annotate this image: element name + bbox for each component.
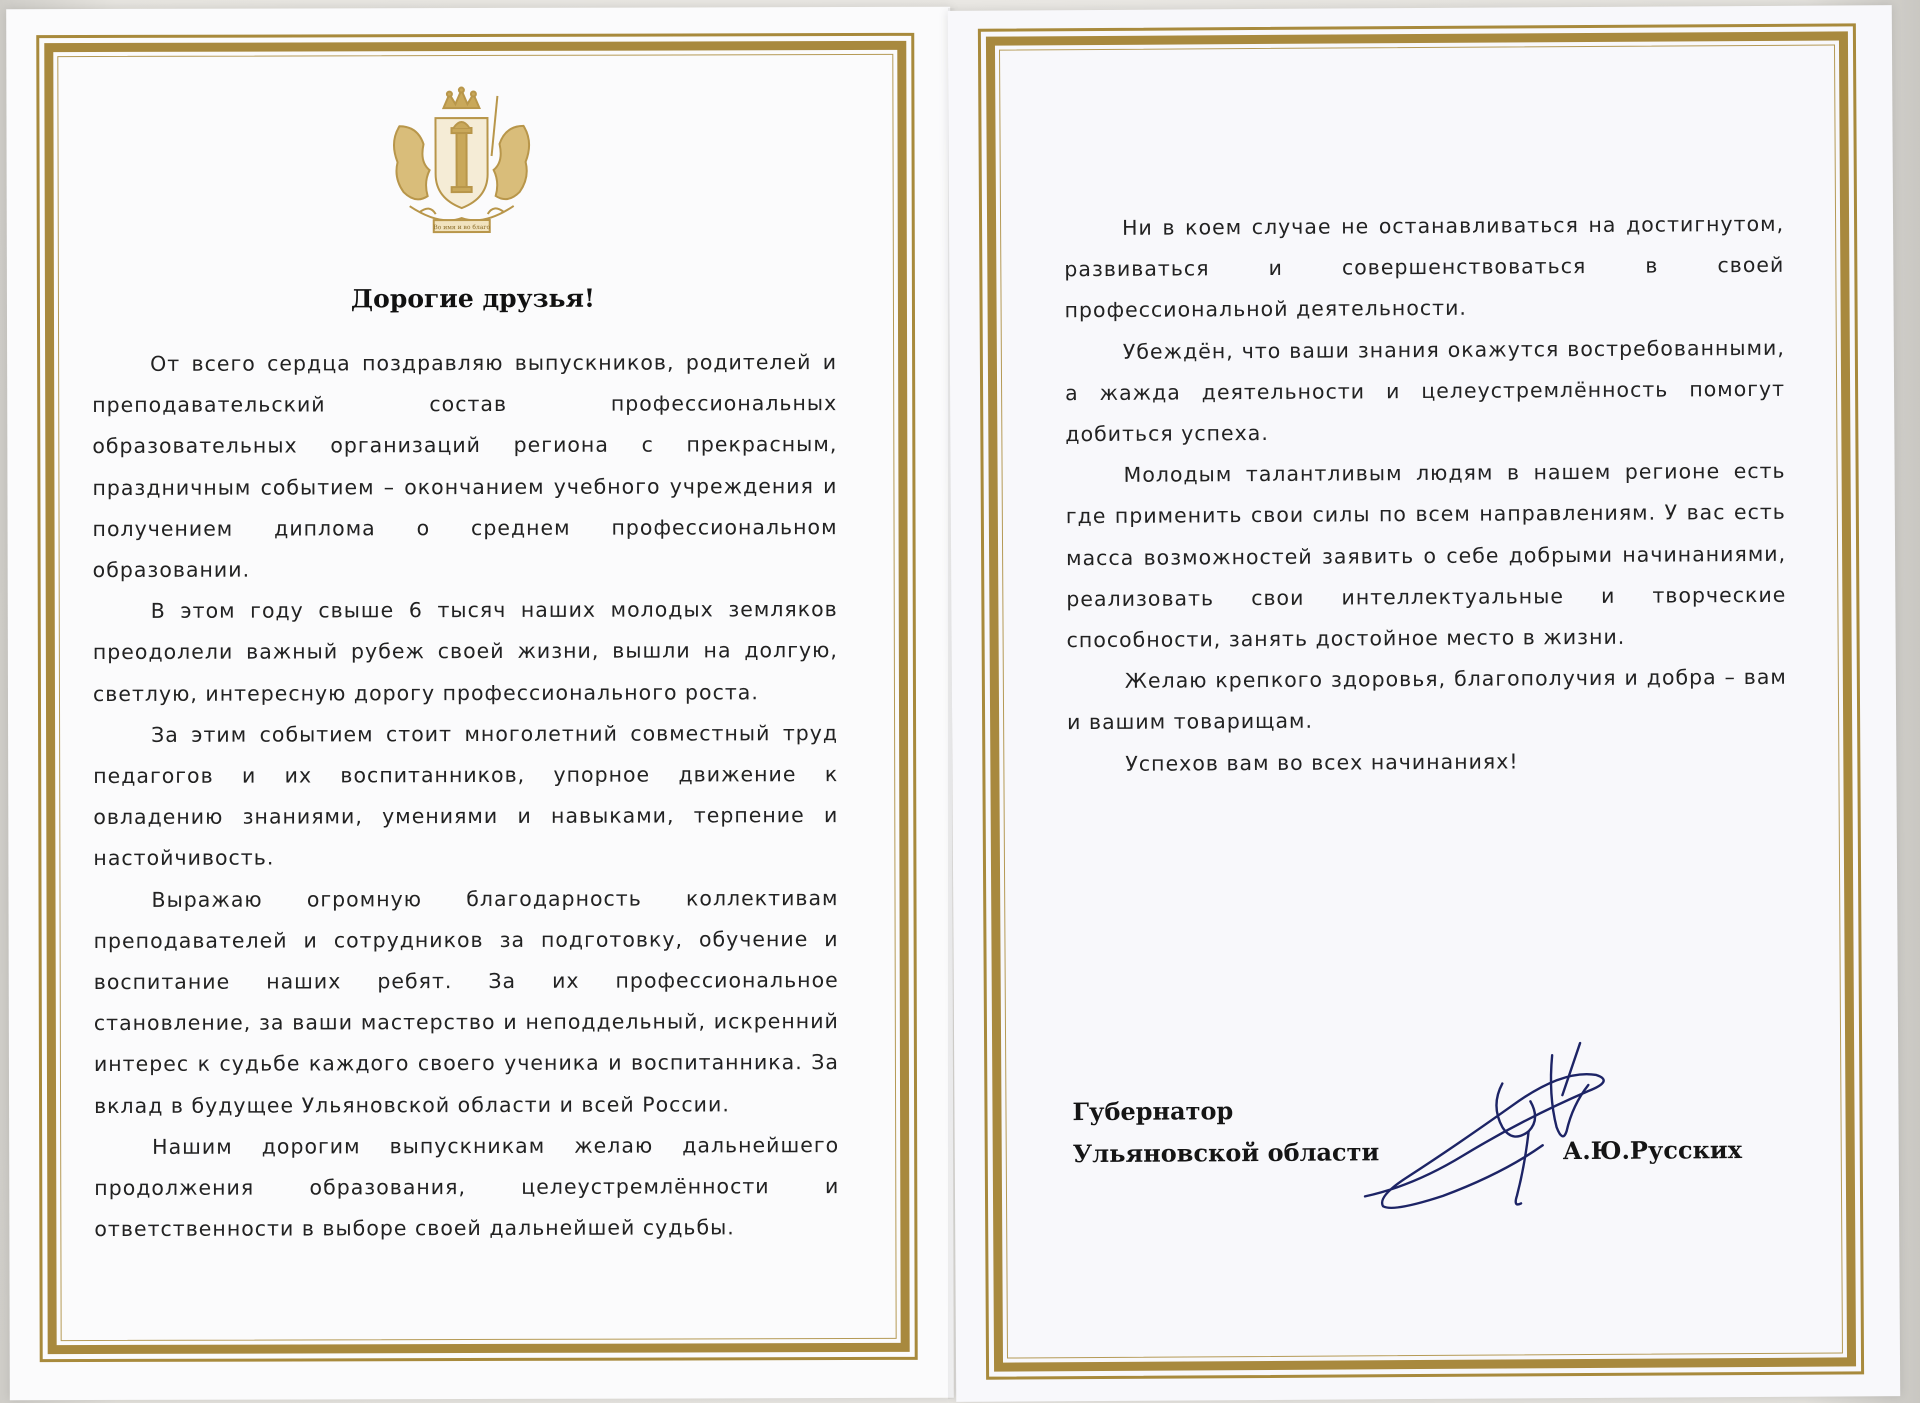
left-paragraph-2: В этом году свыше 6 тысяч наших молодых земляков преодолели важный рубеж своей жизни, вышли на долгую, светлую, интересную дорогу профессионального роста.: [92, 597, 838, 706]
right-paragraph-3: Молодым талантливым людям в нашем регионе есть где применить свои силы по всем направлениям. У вас есть масса возможностей заявить о себе добрыми начинаниями, реализовать свои интеллектуальные и творческие способности, занять достойное место в жизни.: [1065, 459, 1787, 653]
left-page-body: [92, 342, 839, 1250]
left-paragraph-1: От всего сердца поздравляю выпускников, родителей и преподавательский состав профессиональных образовательных организаций региона с прекрасным, праздничным событием – окончанием учебного учреждения и получением диплома о среднем профессиональном образовании.: [92, 350, 838, 583]
signature-name: А.Ю.Русских: [1562, 1135, 1743, 1166]
right-paragraph-4: Желаю крепкого здоровья, благополучия и добра – вам и вашим товарищам.: [1067, 665, 1787, 735]
right-paragraph-5: Успехов вам во всех начинаниях!: [1125, 749, 1519, 776]
handwritten-signature: [1352, 1035, 1613, 1217]
greeting-heading: Дорогие друзья!: [350, 283, 595, 314]
right-page-body: [1064, 204, 1788, 785]
left-paragraph-3: За этим событием стоит многолетний совместный труд педагогов и их воспитанников, упорное движение к овладению знаниями, умениями и навыками, терпение и настойчивость.: [93, 720, 839, 871]
signature-title-line2: Ульяновской области: [1072, 1137, 1380, 1169]
left-paragraph-5: Нашим дорогим выпускникам желаю дальнейшего продолжения образования, целеустремлённости и ответственности в выборе своей дальнейшей судьбы.: [94, 1132, 840, 1242]
emblem-motto: Во имя и во благо: [433, 223, 491, 232]
right-paragraph-2: Убеждён, что ваши знания окажутся востребованными, а жажда деятельности и целеустремлённость помогут добиться успеха.: [1065, 335, 1786, 447]
right-page: [948, 5, 1900, 1402]
coat-of-arms-emblem: [379, 86, 543, 242]
left-page: [6, 7, 954, 1400]
left-paragraph-4: Выражаю огромную благодарность коллективам преподавателей и сотрудников за подготовку, обучение и воспитание наших ребят. За их профессиональное становление, за ваши мастерство и неподдельный, искренний интерес к судьбе каждого своего ученика и воспитанника. За вклад в будущее Ульяновской области и всей России.: [93, 885, 839, 1118]
right-paragraph-1: Ни в коем случае не останавливаться на достигнутом, развиваться и совершенствоваться в своей профессиональной деятельности.: [1064, 211, 1785, 323]
signature-title-line1: Губернатор: [1072, 1096, 1234, 1127]
